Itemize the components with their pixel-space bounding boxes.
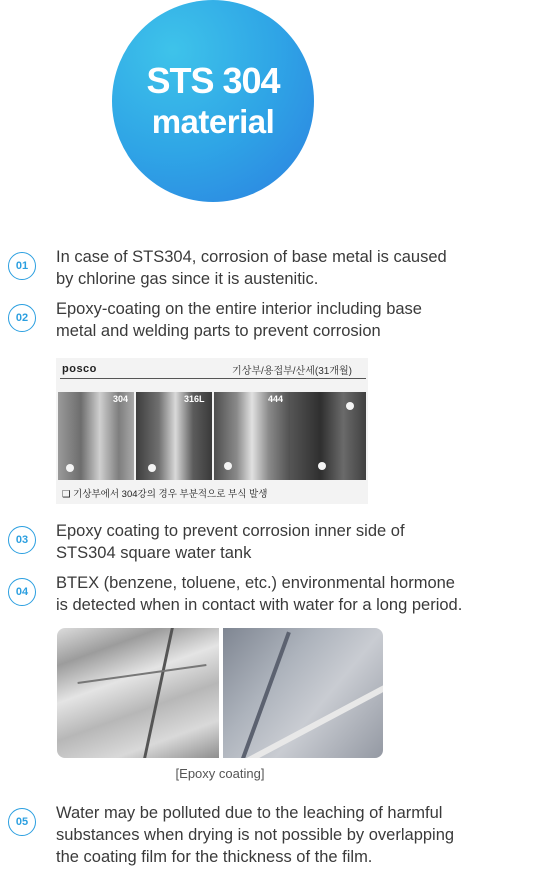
item-text: Water may be polluted due to the leaching of harmful substances when drying is not possible by overlapping the coating film for the thickness of the film. <box>56 804 455 866</box>
panel-hole <box>66 464 74 472</box>
item-number: 05 <box>8 808 36 836</box>
steel-panel <box>136 392 212 480</box>
epoxy-photo-left <box>57 628 219 758</box>
item-text: BTEX (benzene, toluene, etc.) environmental hormone is detected when in contact with water for a long period. <box>56 574 463 614</box>
epoxy-caption: [Epoxy coating] <box>175 766 265 781</box>
posco-logo: posco <box>62 363 97 375</box>
panel-hole <box>224 462 232 470</box>
hero-title-line1: STS 304 <box>146 60 280 101</box>
panel-hole <box>346 402 354 410</box>
item-number: 01 <box>8 252 36 280</box>
steel-panel-444 <box>268 392 366 480</box>
hero-title-line2: material <box>151 103 275 140</box>
item-number: 03 <box>8 526 36 554</box>
panel-hole <box>148 464 156 472</box>
item-text: In case of STS304, corrosion of base metal is caused by chlorine gas since it is austenitic. <box>56 248 447 288</box>
item-number: 02 <box>8 304 36 332</box>
epoxy-photo-right <box>223 628 383 758</box>
steel-panel-304 <box>58 392 134 480</box>
steel-panel-316l <box>184 392 290 480</box>
grade-label: 316L <box>184 394 205 404</box>
corrosion-test-photo <box>56 358 368 504</box>
divider <box>60 378 366 379</box>
grade-label: 304 <box>112 394 128 404</box>
grade-label: 444 <box>268 394 284 404</box>
test-condition: 기상부/용접부/산세(31개월) <box>232 366 352 377</box>
item-number: 04 <box>8 578 36 606</box>
item-text: Epoxy-coating on the entire interior including base metal and welding parts to prevent corrosion <box>56 300 422 340</box>
panel-hole <box>318 462 326 470</box>
item-text: Epoxy coating to prevent corrosion inner side of STS304 square water tank <box>56 522 405 562</box>
hero-circle <box>112 0 314 202</box>
test-caption: ❑ 기상부에서 304강의 경우 부분적으로 부식 발생 <box>62 489 268 500</box>
epoxy-coating-photo <box>57 628 383 758</box>
